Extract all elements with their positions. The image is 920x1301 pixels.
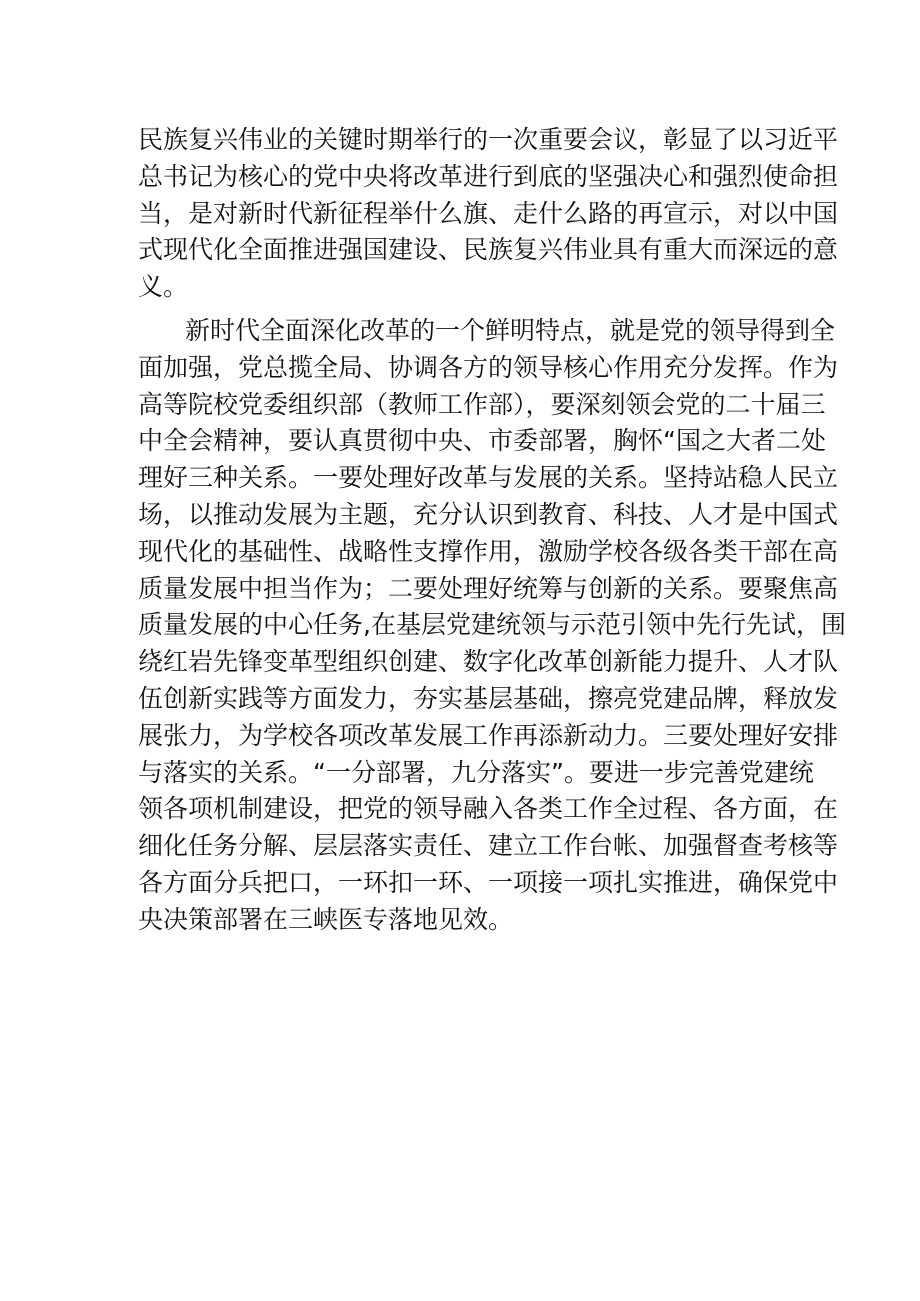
paragraph-line: 场，以推动发展为主题，充分认识到教育、科技、人才是中国式 <box>138 499 839 529</box>
paragraph-line: 细化任务分解、层层落实责任、建立工作台帐、加强督查考核等 <box>138 831 839 861</box>
paragraph-line: 现代化的基础性、战略性支撑作用，激励学校各级各类干部在高 <box>138 536 839 566</box>
paragraph-line: 与落实的关系。“一分部署，九分落实”。要进一步完善党建统 <box>138 757 814 787</box>
paragraph-line: 各方面分兵把口，一环扣一环、一项接一项扎实推进，确保党中 <box>138 867 839 897</box>
paragraph-line: 中全会精神，要认真贯彻中央、市委部署，胸怀“国之大者二处 <box>138 426 826 456</box>
paragraph-line: 绕红岩先锋变革型组织创建、数字化改革创新能力提升、人才队 <box>138 647 839 677</box>
paragraph-line: 义。 <box>138 272 189 302</box>
paragraph-line: 理好三种关系。一要处理好改革与发展的关系。坚持站稳人民立 <box>138 463 839 493</box>
paragraph-1 <box>138 122 839 306</box>
paragraph-line: 式现代化全面推进强国建设、民族复兴伟业具有重大而深远的意 <box>138 235 839 265</box>
paragraph-line: 展张力，为学校各项改革发展工作再添新动力。三要处理好安排 <box>138 720 839 750</box>
paragraph-line: 央决策部署在三峡医专落地见效。 <box>138 904 514 934</box>
paragraph-line: 领各项机制建设，把党的领导融入各类工作全过程、各方面，在 <box>138 794 839 824</box>
paragraph-line: 质量发展的中心任务,在基层党建统领与示范引领中先行先试，围 <box>138 610 846 640</box>
paragraph-2 <box>138 313 846 939</box>
paragraph-line: 质量发展中担当作为；二要处理好统筹与创新的关系。要聚焦高 <box>138 573 839 603</box>
paragraph-line: 当，是对新时代新征程举什么旗、走什么路的再宣示，对以中国 <box>138 198 839 228</box>
body-text <box>138 122 846 939</box>
paragraph-line: 新时代全面深化改革的一个鲜明特点，就是党的领导得到全 <box>185 315 836 345</box>
paragraph-line: 面加强，党总揽全局、协调各方的领导核心作用充分发挥。作为 <box>138 352 839 382</box>
paragraph-line: 民族复兴伟业的关键时期举行的一次重要会议，彰显了以习近平 <box>138 125 839 154</box>
paragraph-line: 高等院校党委组织部（教师工作部），要深刻领会党的二十届三 <box>138 389 826 419</box>
paragraph-line: 伍创新实践等方面发力，夯实基层基础，擦亮党建品牌，释放发 <box>138 683 839 713</box>
paragraph-line: 总书记为核心的党中央将改革进行到底的坚强决心和强烈使命担 <box>138 161 839 191</box>
